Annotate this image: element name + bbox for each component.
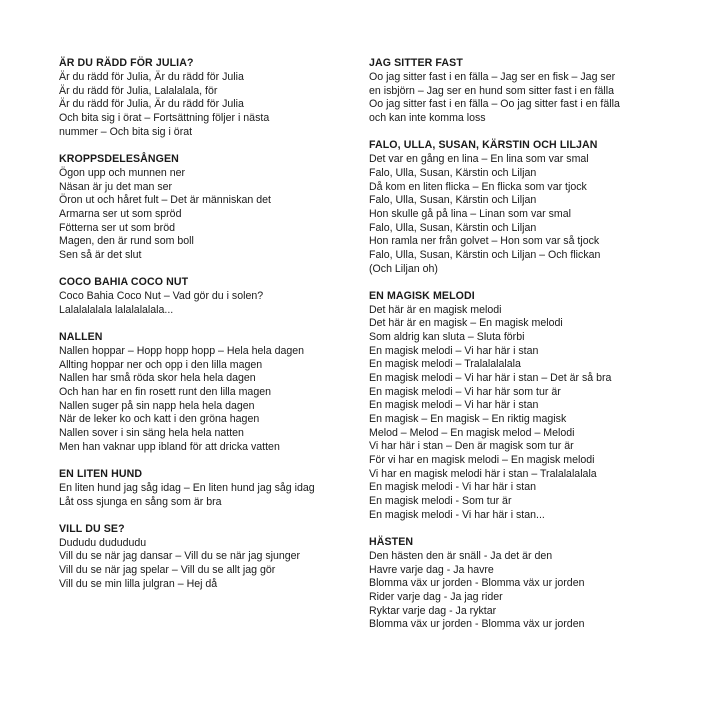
lyric-line: Oo jag sitter fast i en fälla – Oo jag sitter fast i en fälla bbox=[369, 98, 620, 111]
song-block bbox=[59, 331, 349, 454]
lyric-line: Armarna ser ut som spröd bbox=[59, 207, 182, 220]
song-title: HÄSTEN bbox=[369, 535, 414, 548]
lyric-line: Vill du se min lilla julgran – Hej då bbox=[59, 577, 218, 590]
lyric-line: Vill du se när jag spelar – Vill du se allt jag gör bbox=[59, 564, 276, 577]
song-title: KROPPSDELESÅNGEN bbox=[59, 152, 179, 165]
song-block bbox=[59, 468, 349, 509]
lyric-line: Falo, Ulla, Susan, Kärstin och Liljan – Och flickan bbox=[369, 248, 601, 261]
lyric-line: En magisk melodi – Vi har här i stan bbox=[369, 399, 539, 412]
lyric-line: En magisk melodi - Som tur är bbox=[369, 495, 512, 507]
lyric-line: Vi har här i stan – Den är magisk som tur är bbox=[369, 440, 574, 453]
song-block bbox=[59, 153, 349, 263]
lyric-line: En magisk melodi – Vi har här som tur är bbox=[369, 385, 561, 398]
lyric-line: Nallen hoppar – Hopp hopp hopp – Hela hela dagen bbox=[59, 345, 305, 358]
lyric-line: Nallen sover i sin säng hela hela natten bbox=[59, 427, 244, 439]
lyric-line: nummer – Och bita sig i örat bbox=[59, 125, 193, 138]
lyric-line: Falo, Ulla, Susan, Kärstin och Liljan bbox=[369, 194, 537, 207]
lyric-line: Näsan är ju det man ser bbox=[59, 180, 173, 193]
lyric-line: Havre varje dag - Ja havre bbox=[369, 563, 494, 576]
lyric-line: Falo, Ulla, Susan, Kärstin och Liljan bbox=[369, 221, 537, 234]
lyric-line: Rider varje dag - Ja jag rider bbox=[369, 590, 503, 603]
lyric-line: Magen, den är rund som boll bbox=[59, 235, 194, 248]
lyric-line: En magisk – En magisk – En riktig magisk bbox=[369, 413, 567, 426]
lyric-line: Vi har en magisk melodi här i stan – Tralalalalala bbox=[369, 467, 597, 480]
lyric-line: Det här är en magisk – En magisk melodi bbox=[369, 317, 563, 330]
lyric-line: Men han vaknar upp ibland för att dricka vatten bbox=[59, 440, 280, 453]
lyric-line: Som aldrig kan sluta – Sluta förbi bbox=[369, 331, 525, 344]
lyric-line: Ögon upp och munnen ner bbox=[59, 166, 186, 179]
lyric-line: En magisk melodi – Vi har här i stan bbox=[369, 344, 539, 357]
song-title: EN LITEN HUND bbox=[59, 467, 143, 480]
lyric-line: Allting hoppar ner och opp i den lilla magen bbox=[59, 358, 263, 371]
lyric-line: och kan inte komma loss bbox=[369, 112, 486, 125]
lyric-line: Coco Bahia Coco Nut – Vad gör du i solen? bbox=[59, 290, 264, 303]
lyric-line: En magisk melodi – Tralalalalala bbox=[369, 358, 521, 371]
right-column bbox=[369, 57, 669, 645]
lyric-line: Är du rädd för Julia, Är du rädd för Julia bbox=[59, 98, 244, 111]
lyric-line: En liten hund jag såg idag – En liten hund jag såg idag bbox=[59, 481, 315, 494]
song-block bbox=[369, 536, 669, 632]
lyric-line: en isbjörn – Jag ser en hund som sitter fast i en fälla bbox=[369, 84, 614, 97]
lyric-line: Blomma väx ur jorden - Blomma väx ur jorden bbox=[369, 577, 585, 590]
lyric-line: Det var en gång en lina – En lina som var smal bbox=[369, 153, 589, 166]
lyric-line: En magisk melodi – Vi har här i stan – Det är så bra bbox=[369, 372, 612, 385]
left-column bbox=[59, 57, 349, 605]
song-block bbox=[369, 290, 669, 523]
lyric-line: Ryktar varje dag - Ja ryktar bbox=[369, 604, 497, 617]
lyric-line: Hon skulle gå på lina – Linan som var smal bbox=[369, 207, 571, 220]
lyric-line: Är du rädd för Julia, Är du rädd för Julia bbox=[59, 71, 244, 84]
song-title: NALLEN bbox=[59, 330, 103, 343]
song-block bbox=[59, 276, 349, 317]
lyric-line: Sen så är det slut bbox=[59, 248, 142, 261]
lyric-line: (Och Liljan oh) bbox=[369, 262, 438, 275]
lyric-line: Melod – Melod – En magisk melod – Melodi bbox=[369, 426, 575, 439]
lyric-line: För vi har en magisk melodi – En magisk melodi bbox=[369, 454, 595, 467]
song-title: COCO BAHIA COCO NUT bbox=[59, 276, 189, 289]
lyric-line: Då kom en liten flicka – En flicka som var tjock bbox=[369, 180, 587, 193]
song-block bbox=[369, 57, 669, 126]
lyric-line: Och bita sig i örat – Fortsättning följer i nästa bbox=[59, 112, 270, 125]
lyric-line: Öron ut och håret fult – Det är människan det bbox=[59, 194, 271, 207]
lyric-line: Nallen har små röda skor hela hela dagen bbox=[59, 372, 256, 385]
song-title: JAG SITTER FAST bbox=[369, 57, 463, 69]
song-block bbox=[59, 57, 349, 139]
song-title: EN MAGISK MELODI bbox=[369, 289, 475, 302]
lyric-line: En magisk melodi - Vi har här i stan bbox=[369, 481, 537, 494]
lyric-line: Är du rädd för Julia, Lalalalala, för bbox=[59, 84, 218, 97]
lyric-line: Lalalalalala lalalalalala... bbox=[59, 303, 174, 316]
lyric-line: Nallen suger på sin napp hela hela dagen bbox=[59, 399, 255, 412]
lyric-line: Vill du se när jag dansar – Vill du se när jag sjunger bbox=[59, 550, 301, 563]
lyric-line: Och han har en fin rosett runt den lilla magen bbox=[59, 386, 271, 399]
lyric-line: En magisk melodi - Vi har här i stan... bbox=[369, 508, 545, 521]
lyric-line: Blomma väx ur jorden - Blomma väx ur jorden bbox=[369, 618, 585, 631]
lyric-line: Det här är en magisk melodi bbox=[369, 303, 502, 316]
song-title: ÄR DU RÄDD FÖR JULIA? bbox=[59, 57, 194, 69]
lyric-line: Dududu dudududu bbox=[59, 536, 147, 549]
lyric-line: Låt oss sjunga en sång som är bra bbox=[59, 495, 222, 508]
song-title: FALO, ULLA, SUSAN, KÄRSTIN OCH LILJAN bbox=[369, 139, 598, 152]
lyric-line: När de leker ko och katt i den gröna hagen bbox=[59, 413, 260, 426]
lyric-line: Falo, Ulla, Susan, Kärstin och Liljan bbox=[369, 166, 537, 179]
lyric-line: Oo jag sitter fast i en fälla – Jag ser en fisk – Jag ser bbox=[369, 71, 616, 84]
song-block bbox=[369, 139, 669, 276]
lyric-line: Den hästen den är snäll - Ja det är den bbox=[369, 549, 553, 562]
lyric-line: Hon ramla ner från golvet – Hon som var så tjock bbox=[369, 235, 600, 248]
song-block bbox=[59, 523, 349, 592]
lyric-line: Fötterna ser ut som bröd bbox=[59, 221, 175, 234]
song-title: VILL DU SE? bbox=[59, 522, 125, 535]
